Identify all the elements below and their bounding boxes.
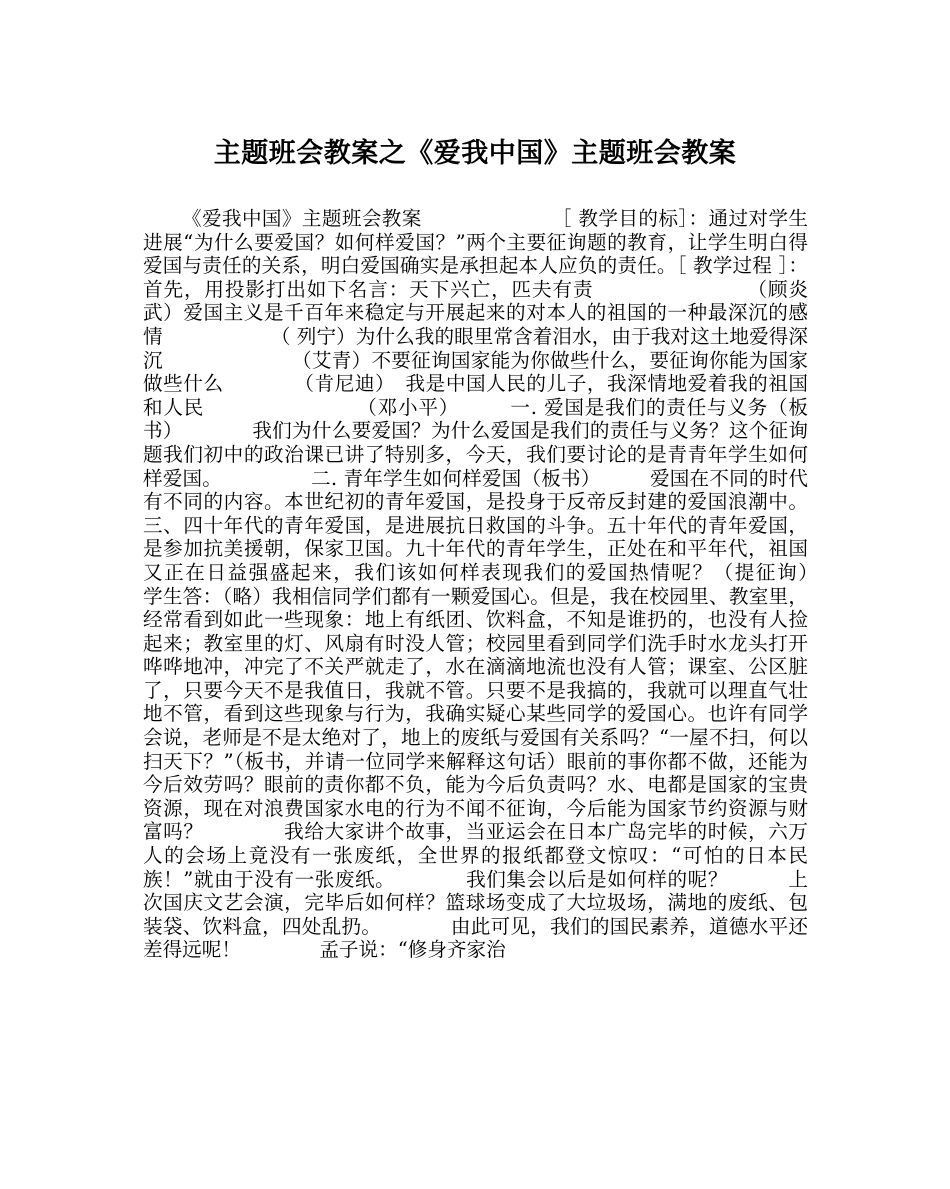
document-title: 主题班会教案之《爱我中国》主题班会教案 bbox=[213, 138, 737, 169]
document-body: 《爱我中国》主题班会教案 ［ 教学目的标］：通过对学生进展“为什么要爱国？如何样爱国？”两个主要征询题的教育，让学生明白得爱国与责任的关系，明白爱国确实是承担起本人应负的责任。［ 教学过程 ］：首先，用投影打出如下名言：天下兴亡，匹夫有责 （顾炎武）爱国主义是千百年来稳定与开展起来的对本人的祖国的一种最深沉的感情 （ 列宁）为什么我的眼里常含着泪水，由于我对这土地爱得深沉 （艾青）不要征询国家能为你做些什么，要征询你能为国家做些什么 （肯尼迪） 我是中国人民的儿子，我深情地爱着我的祖国和人民 （邓小平） 一. 爱国是我们的责任与义务（板书） 我们为什么要爱国？为什么爱国是我们的责任与义务？这个征询题我们初中的政治课已讲了特别多，今天，我们要讨论的是青青年学生如何样爱国。 二. 青年学生如何样爱国（板书） 爱国在不同的时代有不同的内容。本世纪初的青年爱国，是投身于反帝反封建的爱国浪潮中。三、四十年代的青年爱国，是进展抗日救国的斗争。五十年代的青年爱国，是参加抗美援朝，保家卫国。九十年代的青年学生，正处在和平年代，祖国又正在日益强盛起来，我们该如何样表现我们的爱国热情呢？（提征询） 学生答：（略）我相信同学们都有一颗爱国心。但是，我在校园里、教室里，经常看到如此一些现象：地上有纸团、饮料盒，不知是谁扔的，也没有人捡起来；教室里的灯、风扇有时没人管；校园里看到同学们洗手时水龙头打开哗哗地冲，冲完了不关严就走了，水在滴滴地流也没有人管；课室、公区脏了，只要今天不是我值日，我就不管。只要不是我搞的，我就可以理直气壮地不管，看到这些现象与行为，我确实疑心某些同学的爱国心。也许有同学会说，老师是不是太绝对了，地上的废纸与爱国有关系吗？“一屋不扫，何以扫天下？”（板书，并请一位同学来解释这句话）眼前的事你都不做，还能为今后效劳吗？眼前的责你都不负，能为今后负责吗？水、电都是国家的宝贵资源，现在对浪费国家水电的行为不闻不征询，今后能为国家节约资源与财富吗？ 我给大家讲个故事，当亚运会在日本广岛完毕的时候，六万人的会场上竟没有一张废纸，全世界的报纸都登文惊叹：“可怕的日本民族！”就由于没有一张废纸。 我们集会以后是如何样的呢？ 上次国庆文艺会演，完毕后如何样？篮球场变成了大垃圾场，满地的废纸、包装袋、饮料盒，四处乱扔。 由此可见，我们的国民素养，道德水平还差得远呢！ 孟子说：“修身齐家治 bbox=[143, 207, 887, 962]
